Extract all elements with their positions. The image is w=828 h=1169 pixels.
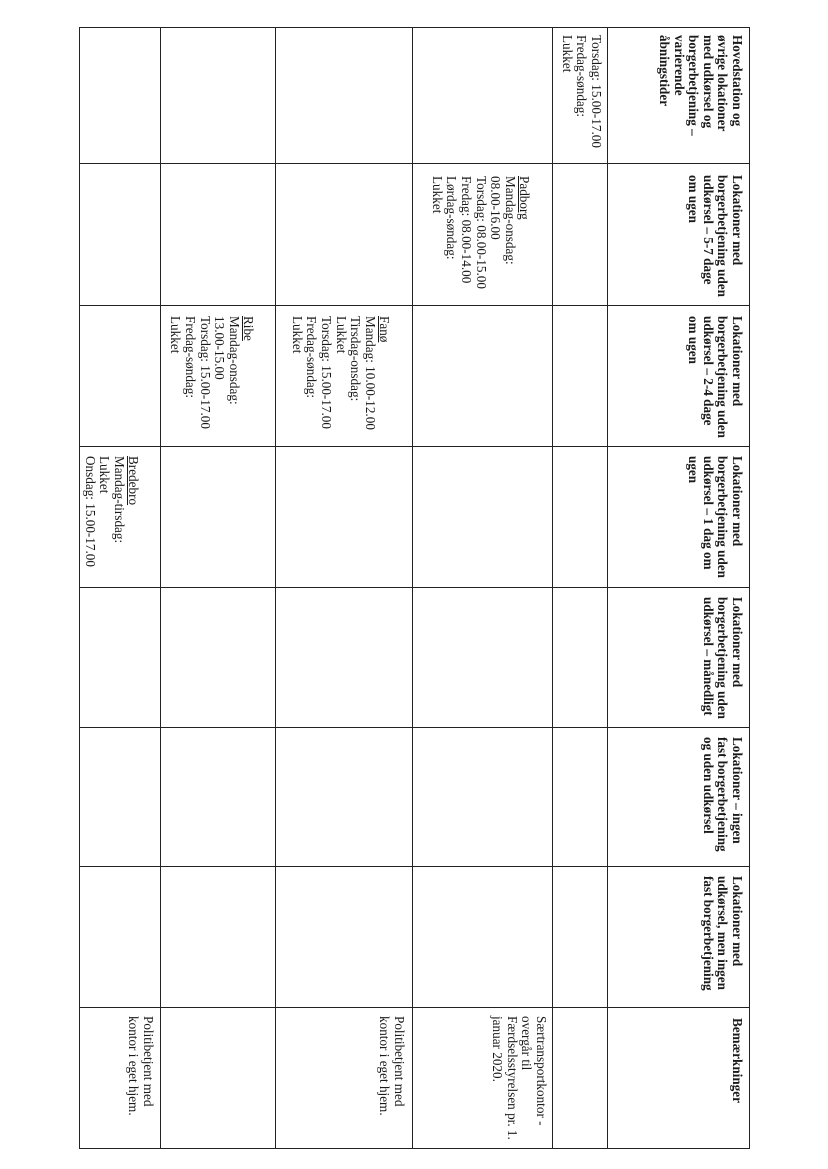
row-divider — [412, 27, 413, 1149]
place-name: Bredebro — [126, 456, 142, 506]
row5-remark: Politibetjent med kontor i eget hjem. — [126, 1016, 156, 1116]
header-col-8: Bemærkninger — [730, 1018, 745, 1103]
row3-col3-cell — [275, 316, 406, 444]
row2-remark: Særtransportkontor - overgår til Færdselsstyrelsen pr. 1. januar 2020. — [490, 1016, 549, 1140]
place-name: Padborg — [517, 176, 533, 220]
column-divider — [79, 1007, 750, 1008]
header-col-1: Hovedstation og øvrige lokationer med udkørsel og borgerbetjening – varierende åbningstider — [657, 35, 745, 136]
column-divider — [79, 163, 750, 164]
header-col-5: Lokationer med borgerbetjening uden udkørsel – månedligt — [700, 597, 745, 719]
header-col-2: Lokationer med borgerbetjening uden udkørsel – 5-7 dage om ugen — [686, 175, 745, 297]
column-divider — [79, 446, 750, 447]
row-divider — [275, 27, 276, 1149]
header-col-3: Lokationer med borgerbetjening uden udkørsel – 2-4 dage om ugen — [686, 316, 745, 438]
place-name: Fanø — [377, 316, 393, 343]
opening-hours: Mandag-onsdag: 08.00-16.00 Torsdag: 08.00-15.00 Fredag: 08.00-14.00 Lørdag-søndag: Lukket — [429, 176, 518, 289]
opening-hours: Mandag: 10.00-12.00 Tirsdag-onsdag: Lukket Torsdag: 15.00-17.00 Fredag-søndag: Lukket — [289, 316, 378, 430]
row5-col4-cell — [67, 456, 155, 584]
table-border-top — [79, 27, 750, 28]
row1-hours: Torsdag: 15.00-17.00 Fredag-søndag: Lukket — [559, 35, 604, 148]
table-border-left — [79, 27, 80, 1149]
column-divider — [79, 587, 750, 588]
row-divider — [160, 27, 161, 1149]
row3-col2-cell — [415, 176, 546, 304]
header-col-6: Lokationer – ingen fast borgerbetjening og uden udkørsel — [700, 737, 745, 852]
opening-hours: Mandag-tirsdag: Lukket Onsdag: 15.00-17.00 — [82, 456, 127, 567]
opening-hours: Mandag-onsdag: 13.00-15.00 Torsdag: 15.00-17.00 Fredag-søndag: Lukket — [168, 316, 242, 429]
column-divider — [79, 727, 750, 728]
header-col-7: Lokationer med udkørsel, men ingen fast borgerbetjening — [700, 876, 745, 991]
table-border-bottom — [79, 1148, 750, 1149]
header-col-4: Lokationer med borgerbetjening uden udkørsel – 1 dag om ugen — [686, 456, 745, 578]
column-divider — [79, 305, 750, 306]
row4-col3-cell — [153, 316, 270, 444]
row-divider — [552, 27, 553, 1149]
row3-remark: Politibetjent med kontor i eget hjem. — [377, 1016, 407, 1116]
column-divider — [79, 866, 750, 867]
place-name: Ribe — [241, 316, 257, 341]
table-border-right — [749, 27, 750, 1149]
row-divider — [607, 27, 608, 1149]
